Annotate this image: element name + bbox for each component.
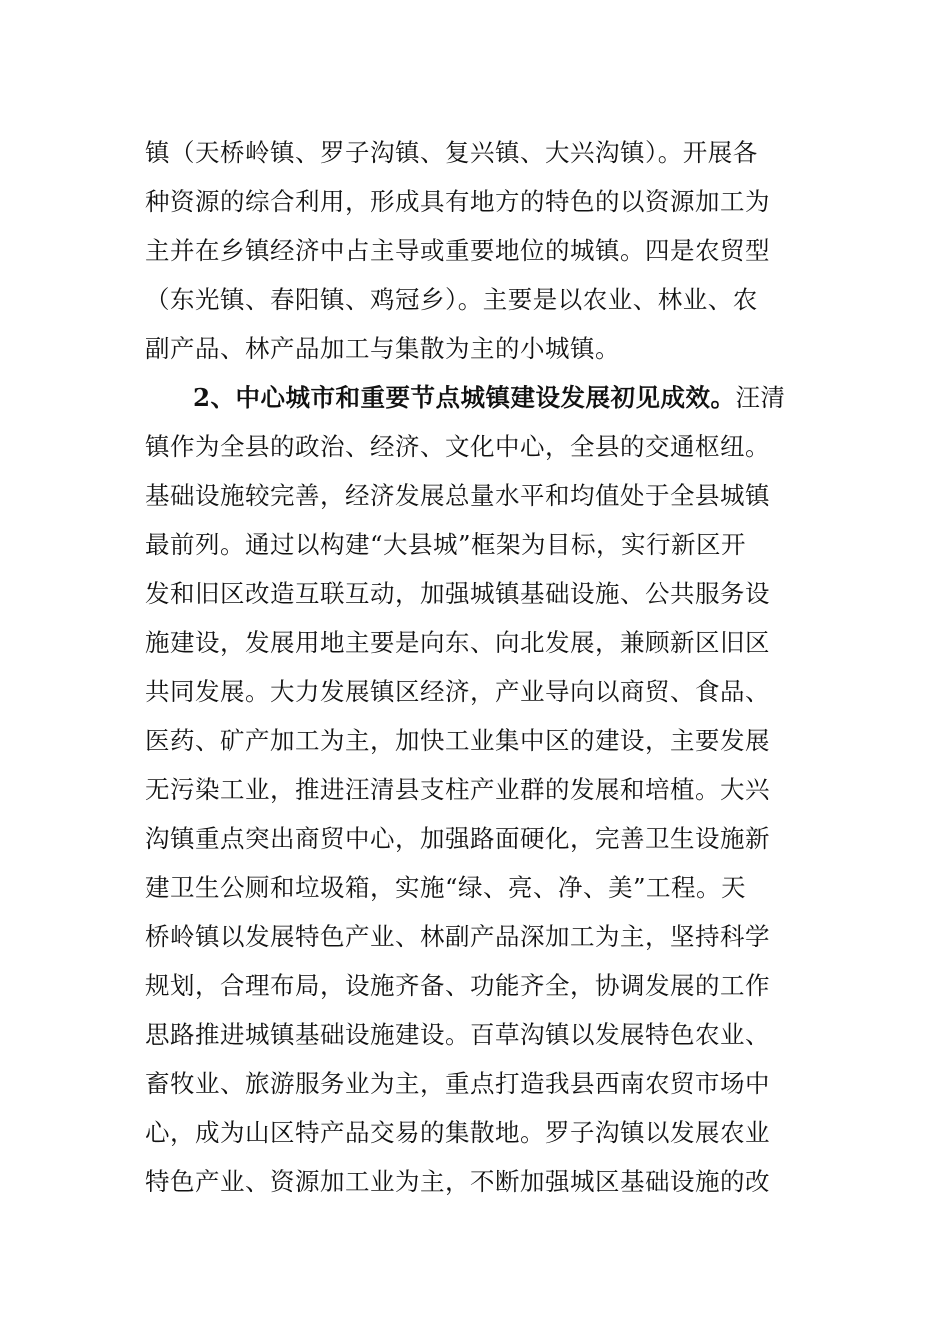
body-text — [145, 128, 810, 1206]
text-line: 思路推进城镇基础设施建设。百草沟镇以发展特色农业、 — [145, 1020, 770, 1049]
first-line-rest: 汪清 — [735, 383, 786, 412]
text-line: 种资源的综合利用，形成具有地方的特色的以资源加工为 — [145, 187, 770, 216]
paragraph-2 — [145, 373, 810, 1206]
text-line: 基础设施较完善，经济发展总量水平和均值处于全县城镇 — [145, 481, 770, 510]
text-line: 施建设，发展用地主要是向东、向北发展，兼顾新区旧区 — [145, 628, 770, 657]
text-line: 最前列。通过以构建“大县城”框架为目标，实行新区开 — [145, 530, 747, 559]
text-line: 无污染工业，推进汪清县支柱产业群的发展和培植。大兴 — [145, 775, 770, 804]
text-line: 医药、矿产加工为主，加快工业集中区的建设，主要发展 — [145, 726, 770, 755]
text-line: 桥岭镇以发展特色产业、林副产品深加工为主，坚持科学 — [145, 922, 770, 951]
paragraph-2-first-line — [145, 373, 810, 422]
text-line: 发和旧区改造互联互动，加强城镇基础设施、公共服务设 — [145, 579, 770, 608]
text-line: 镇（天桥岭镇、罗子沟镇、复兴镇、大兴沟镇）。开展各 — [145, 138, 758, 167]
section-heading: 2、中心城市和重要节点城镇建设发展初见成效。 — [193, 383, 736, 412]
text-line: 心，成为山区特产品交易的集散地。罗子沟镇以发展农业 — [145, 1118, 770, 1147]
text-line: 规划，合理布局，设施齐备、功能齐全，协调发展的工作 — [145, 971, 770, 1000]
text-line: 镇作为全县的政治、经济、文化中心，全县的交通枢纽。 — [145, 432, 770, 461]
text-line: （东光镇、春阳镇、鸡冠乡）。主要是以农业、林业、农 — [145, 285, 758, 314]
text-line: 畜牧业、旅游服务业为主，重点打造我县西南农贸市场中 — [145, 1069, 770, 1098]
paragraph-1 — [145, 128, 810, 373]
text-line: 副产品、林产品加工与集散为主的小城镇。 — [145, 334, 620, 363]
text-line: 特色产业、资源加工业为主，不断加强城区基础设施的改 — [145, 1167, 770, 1196]
text-line: 建卫生公厕和垃圾箱，实施“绿、亮、净、美”工程。天 — [145, 873, 747, 902]
text-line: 沟镇重点突出商贸中心，加强路面硬化，完善卫生设施新 — [145, 824, 770, 853]
text-line: 主并在乡镇经济中占主导或重要地位的城镇。四是农贸型 — [145, 236, 770, 265]
text-line: 共同发展。大力发展镇区经济，产业导向以商贸、食品、 — [145, 677, 770, 706]
